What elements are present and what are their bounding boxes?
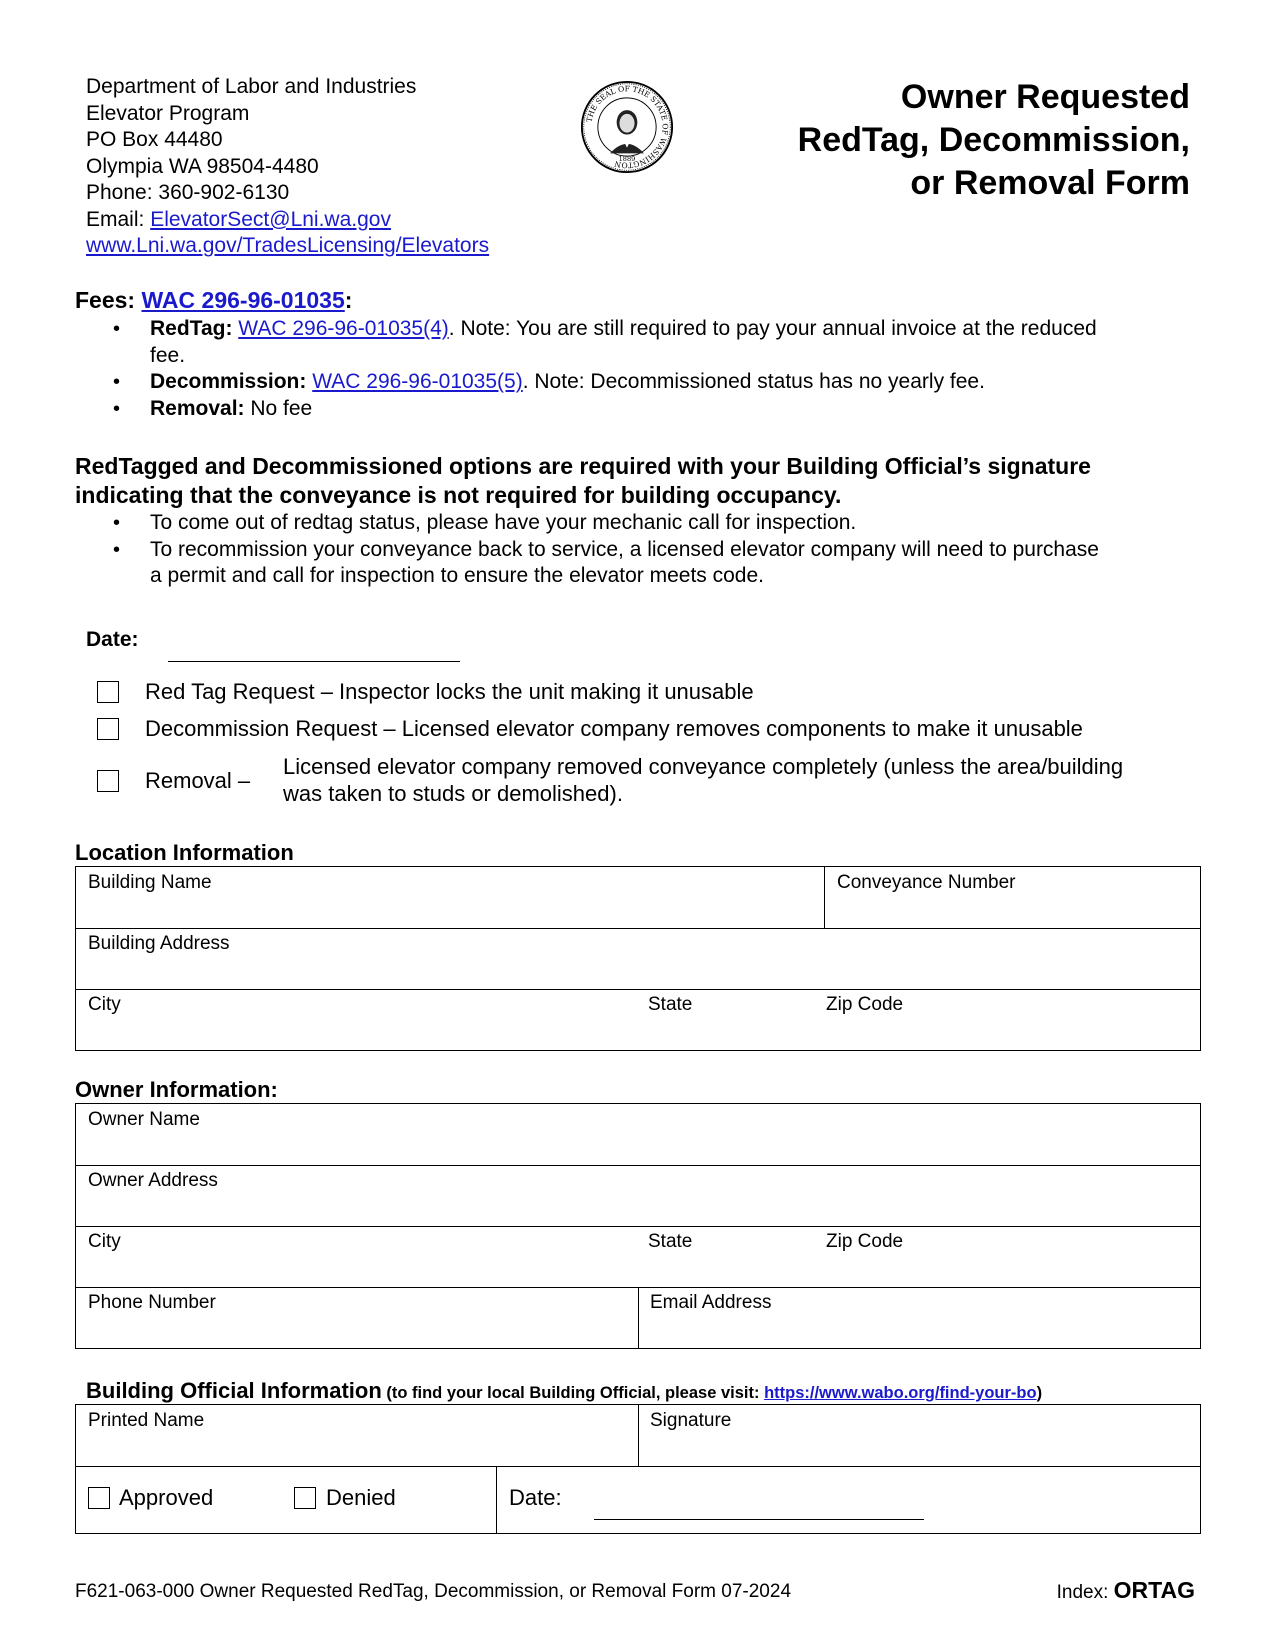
owner-table [75,1103,1201,1349]
location-city-field[interactable] [76,989,636,1050]
owner-state-label: State [648,1231,693,1252]
owner-section-title: Owner Information: [75,1077,278,1102]
title-line-3: or Removal Form [910,164,1190,202]
removal-desc-line-2: was taken to studs or demolished). [283,780,623,806]
title-line-2: RedTag, Decommission, [797,121,1190,159]
footer-index [1057,1577,1195,1604]
decommission-option-label: Decommission Request – Licensed elevator company removes components to make it unusable [145,716,1083,741]
owner-phone-field[interactable] [76,1287,638,1348]
agency-email-row [86,207,489,234]
fees-colon: : [344,287,353,313]
owner-city-field[interactable] [76,1226,636,1287]
location-table [75,866,1201,1051]
signature-field[interactable] [638,1405,1199,1466]
building-name-label: Building Name [88,872,212,893]
list-item [75,510,1195,537]
removal-desc-line-1: Licensed elevator company removed conveyance completely (unless the area/building [283,754,1124,779]
row-divider [76,1466,1200,1467]
fee-decommission-label: Decommission: [150,370,313,393]
owner-zip-field[interactable] [826,1226,1199,1287]
owner-state-field[interactable] [636,1226,826,1287]
owner-zip-label: Zip Code [826,1231,904,1252]
location-state-label: State [648,994,693,1015]
bullet-icon: • [113,397,121,420]
fees-list [75,316,1195,422]
owner-phone-label: Phone Number [88,1292,216,1313]
agency-name: Department of Labor and Industries [86,75,417,98]
approved-label: Approved [119,1485,214,1510]
list-item [75,396,1195,423]
printed-name-label: Printed Name [88,1410,205,1431]
conveyance-number-label: Conveyance Number [837,872,1016,893]
owner-email-field[interactable] [638,1287,1199,1348]
washington-state-seal [580,80,674,174]
fee-removal-label: Removal: [150,396,245,420]
bullet-icon: • [113,538,121,561]
agency-po-box: PO Box 44480 [86,128,223,151]
fees-wac-link[interactable]: WAC 296-96-01035 [141,287,345,313]
decommission-checkbox[interactable] [97,718,119,740]
fee-removal-note: No fee [244,396,313,420]
building-official-title: Building Official Information [86,1378,382,1403]
fee-redtag-label: RedTag: [150,317,239,340]
location-city-label: City [88,994,121,1015]
denied-checkbox[interactable] [294,1487,316,1509]
owner-name-label: Owner Name [88,1109,200,1130]
requirement-heading [75,452,1195,510]
agency-city: Olympia WA 98504-4480 [86,154,319,178]
agency-program: Elevator Program [86,101,250,125]
bullet-icon: • [113,371,121,393]
cell-divider [824,867,825,928]
form-title [798,76,1190,205]
requirement-redtag-text: To come out of redtag status, please have your mechanic call for inspection. [150,511,857,534]
building-official-note-prefix: (to find your local Building Official, please visit: [381,1384,765,1402]
date-label: Date: [86,628,139,651]
fee-redtag-note-cont: fee. [150,343,186,367]
bullet-icon: • [113,318,121,340]
fees-heading [75,287,352,314]
cell-divider [496,1466,497,1533]
building-name-field[interactable] [76,867,825,928]
footer-form-id: F621-063-000 Owner Requested RedTag, Decommission, or Removal Form 07-2024 [75,1581,792,1602]
building-address-label: Building Address [88,933,230,954]
owner-city-label: City [88,1231,121,1252]
red-tag-checkbox[interactable] [97,681,119,703]
agency-website-row [86,233,489,260]
agency-address-block [86,74,489,260]
owner-email-label: Email Address [650,1292,772,1313]
removal-option-description [283,754,1123,807]
official-date-label: Date: [509,1485,562,1510]
seal-year: 1889 [618,154,636,163]
agency-email-link[interactable]: ElevatorSect@Lni.wa.gov [150,207,391,231]
agency-email-label: Email: [86,207,151,231]
date-input-line[interactable] [168,661,460,662]
red-tag-option-label: Red Tag Request – Inspector locks the unit making it unusable [145,679,754,704]
conveyance-number-field[interactable] [825,867,1199,928]
printed-name-field[interactable] [76,1405,638,1466]
fees-label: Fees: [75,287,142,313]
approved-checkbox[interactable] [88,1487,110,1509]
footer-index-code: ORTAG [1113,1577,1195,1603]
location-zip-label: Zip Code [826,994,904,1015]
title-line-1: Owner Requested [900,78,1190,116]
fee-decommission-note: . Note: Decommissioned status has no yearly fee. [522,370,985,393]
footer-index-label: Index: [1056,1582,1114,1603]
location-zip-field[interactable] [826,989,1199,1050]
requirement-heading-line-2: indicating that the conveyance is not required for building occupancy. [75,482,842,508]
location-section-title: Location Information [75,840,294,865]
building-address-field[interactable] [76,928,1199,989]
building-official-section-title [86,1378,1042,1404]
requirement-recommission-text-cont: a permit and call for inspection to ensure the elevator meets code. [150,564,765,587]
requirement-heading-line-1: RedTagged and Decommissioned options are required with your Building Official’s signature [75,453,1091,479]
signature-label: Signature [650,1410,732,1431]
official-date-input-line[interactable] [594,1519,924,1520]
agency-phone: Phone: 360-902-6130 [86,181,290,204]
agency-website-link[interactable]: www.Lni.wa.gov/TradesLicensing/Elevators [86,234,490,257]
building-official-url-link[interactable]: https://www.wabo.org/find-your-bo [764,1384,1037,1402]
list-item [75,537,1195,590]
fee-redtag-link[interactable]: WAC 296-96-01035(4) [238,317,449,340]
building-official-note-suffix: ) [1036,1384,1043,1402]
denied-label: Denied [326,1485,396,1510]
fee-redtag-note: . Note: You are still required to pay your annual invoice at the reduced [448,317,1097,340]
location-state-field[interactable] [636,989,826,1050]
removal-option-label: Removal – [145,768,251,793]
bullet-icon: • [113,512,121,534]
fee-decommission-link[interactable]: WAC 296-96-01035(5) [312,370,523,393]
list-item [75,316,1195,369]
owner-address-label: Owner Address [88,1170,218,1191]
owner-name-field[interactable] [76,1104,1199,1165]
building-official-table [75,1404,1201,1534]
owner-address-field[interactable] [76,1165,1199,1226]
requirement-list [75,510,1195,590]
requirement-recommission-text: To recommission your conveyance back to service, a licensed elevator company will need to purchase [150,537,1099,561]
list-item [75,369,1195,396]
removal-checkbox[interactable] [97,770,119,792]
seal-ring-text: THE SEAL OF THE STATE OF WASHINGTON [584,84,670,170]
